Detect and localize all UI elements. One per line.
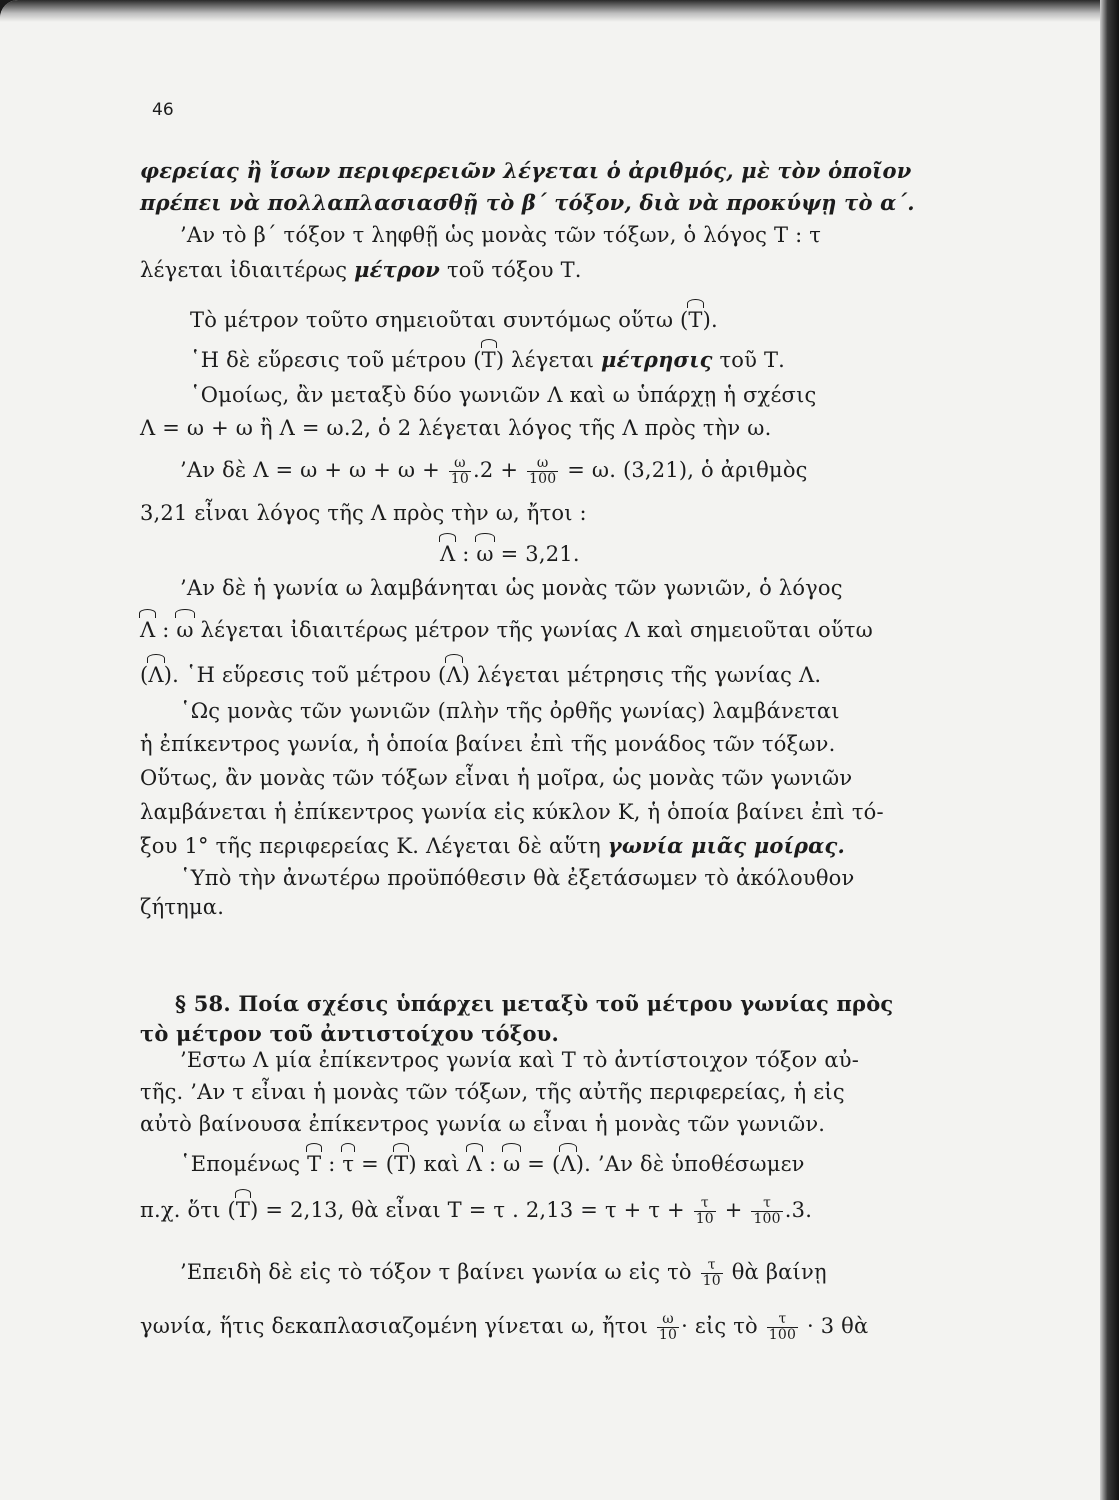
text-line-18: λαμβάνεται ἡ ἐπίκεντρος γωνία εἰς κύκλον Κ, ἡ ὁποία βαίνει ἐπὶ τό- (140, 800, 884, 824)
text-line-26: αὐτὸ βαίνουσα ἐπίκεντρος γωνία ω εἶναι ἡ μονὰς τῶν γωνιῶν. (140, 1112, 826, 1136)
text-line-13: Λ : ω λέγεται ἰδιαιτέρως μέτρον τῆς γωνίας Λ καὶ σημειοῦται οὕτω (140, 618, 873, 642)
text-line-6: ῾Η δὲ εὕρεσις τοῦ μέτρου (Τ) λέγεται μέτρησις τοῦ Τ. (190, 347, 786, 372)
text-line-12: ’Αν δὲ ἡ γωνία ω λαμβάνηται ὡς μονὰς τῶν γωνιῶν, ὁ λόγος (180, 576, 843, 600)
page-number: 46 (152, 100, 174, 120)
text-line-8: Λ = ω + ω ἢ Λ = ω.2, ὁ 2 λέγεται λόγος τῆς Λ πρὸς τὴν ω. (140, 416, 772, 440)
text-line-20: ῾Υπὸ τὴν ἀνωτέρω προϋπόθεσιν θὰ ἐξετάσωμεν τὸ ἀκόλουθον (180, 866, 855, 890)
text-line-15: ῾Ως μονὰς τῶν γωνιῶν (πλὴν τῆς ὀρθῆς γωνίας) λαμβάνεται (180, 699, 840, 723)
text-line-16: ἡ ἐπίκεντρος γωνία, ἡ ὁποία βαίνει ἐπὶ τῆς μονάδος τῶν τόξων. (140, 732, 836, 756)
section-heading-58: § 58. Ποία σχέσις ὑπάρχει μεταξὺ τοῦ μέτρου γωνίας πρὸς (175, 991, 894, 1016)
text-line-1: φερείας ἢ ἴσων περιφερειῶν λέγεται ὁ ἀριθμός, μὲ τὸν ὁποῖον (140, 158, 912, 183)
text-line-14: (Λ). ῾Η εὕρεσις τοῦ μέτρου (Λ) λέγεται μέτρησις τῆς γωνίας Λ. (140, 663, 822, 687)
text-line-3: ’Αν τὸ β΄ τόξον τ ληφθῇ ὡς μονὰς τῶν τόξων, ὁ λόγος Τ : τ (180, 223, 822, 247)
text-line-24: ’Εστω Λ μία ἐπίκεντρος γωνία καὶ Τ τὸ ἀντίστοιχον τόξον αὐ- (180, 1048, 860, 1072)
text-line-28: π.χ. ὅτι (Τ) = 2,13, θὰ εἶναι Τ = τ . 2,13 = τ + τ + $\frac{\tau}{10}$ + $\frac{\tau}{100}$ .3. (140, 1195, 813, 1227)
text-line-4: λέγεται ἰδιαιτέρως μέτρον τοῦ τόξου Τ. (140, 257, 582, 282)
text-line-11: Λ : ω = 3,21. (440, 542, 580, 566)
page-top-shadow (0, 0, 1100, 22)
section-heading-58-cont: τὸ μέτρον τοῦ ἀντιστοίχου τόξου. (140, 1021, 559, 1046)
text-line-17: Οὕτως, ἂν μονὰς τῶν τόξων εἶναι ἡ μοῖρα, ὡς μονὰς τῶν γωνιῶν (140, 766, 853, 790)
text-line-2: πρέπει νὰ πολλαπλασιασθῇ τὸ β΄ τόξον, διὰ νὰ προκύψῃ τὸ α΄. (140, 190, 915, 215)
text-line-7: ῾Ομοίως, ἂν μεταξὺ δύο γωνιῶν Λ καὶ ω ὑπάρχῃ ἡ σχέσις (190, 383, 817, 407)
text-line-19: ξου 1° τῆς περιφερείας Κ. Λέγεται δὲ αὕτη γωνία μιᾶς μοίρας. (140, 833, 845, 858)
book-spine-edge (1100, 0, 1119, 1500)
text-line-27: ῾Επομένως Τ : τ = (Τ) καὶ Λ : ω = (Λ). ’Αν δὲ ὑποθέσωμεν (180, 1152, 805, 1176)
text-line-21: ζήτημα. (140, 895, 225, 919)
text-line-25: τῆς. ’Αν τ εἶναι ἡ μονὰς τῶν τόξων, τῆς αὐτῆς περιφερείας, ἡ εἰς (140, 1080, 845, 1104)
text-line-30: γωνία, ἥτις δεκαπλασιαζομένη γίνεται ω, ἤτοι $\frac{\omega}{10}$ · εἰς τὸ $\frac{\tau}{100}$ · 3 θὰ (140, 1311, 869, 1343)
text-line-5: Τὸ μέτρον τοῦτο σημειοῦται συντόμως οὕτω (Τ). (190, 308, 718, 332)
text-line-29: ’Επειδὴ δὲ εἰς τὸ τόξον τ βαίνει γωνία ω εἰς τὸ $\frac{\tau}{10}$ θὰ βαίνῃ (180, 1257, 827, 1289)
text-line-9: ’Αν δὲ Λ = ω + ω + ω + $\frac{\omega}{10}$ .2 + $\frac{\omega}{100}$ = ω. (3,21), ὁ ἀριθμὸς (180, 455, 808, 487)
text-line-10: 3,21 εἶναι λόγος τῆς Λ πρὸς τὴν ω, ἤτοι : (140, 501, 587, 525)
